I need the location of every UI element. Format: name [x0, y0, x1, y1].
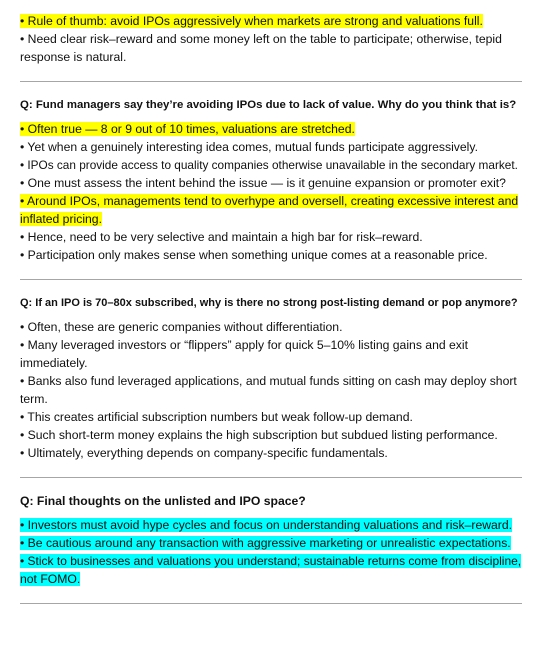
bullet-line: • Participation only makes sense when something unique comes at a reasonable price.: [20, 248, 488, 262]
bullet-line: • Such short-term money explains the high subscription but subdued listing performance.: [20, 428, 498, 442]
highlighted-text: • Often true — 8 or 9 out of 10 times, valuations are stretched.: [20, 122, 355, 136]
highlighted-text: • Stick to businesses and valuations you understand; sustainable returns come from discipline,: [20, 554, 522, 568]
highlighted-text: inflated pricing.: [20, 212, 102, 226]
bullet-line: • Often, these are generic companies without differentiation.: [20, 320, 343, 334]
bullet-line-continuation: [20, 570, 522, 588]
bullet-line: [20, 192, 522, 210]
document-body: [20, 12, 522, 604]
bullet-line: • Hence, need to be very selective and maintain a high bar for risk–reward.: [20, 230, 423, 244]
section-divider: [20, 603, 522, 604]
bullet-line: • Many leveraged investors or “flippers” apply for quick 5–10% listing gains and exit: [20, 338, 468, 352]
bullet-line-continuation: [20, 210, 522, 228]
bullet-line-continuation: response is natural.: [20, 50, 127, 64]
bullet-line: [20, 534, 522, 552]
bullet-line: • Need clear risk–reward and some money left on the table to participate; otherwise, tepid: [20, 32, 502, 46]
highlighted-text: • Investors must avoid hype cycles and focus on understanding valuations and risk–reward.: [20, 518, 513, 532]
bullet-line: • Banks also fund leveraged applications, and mutual funds sitting on cash may deploy short: [20, 374, 517, 388]
bullet-line: [20, 120, 522, 138]
bullet-line-continuation: immediately.: [20, 356, 88, 370]
question-heading: Q: If an IPO is 70–80x subscribed, why is there no strong post-listing demand or pop anymore?: [20, 297, 518, 309]
bullet-line: • This creates artificial subscription numbers but weak follow-up demand.: [20, 410, 413, 424]
bullet-line: [20, 516, 522, 534]
bullet-line: • Ultimately, everything depends on company-specific fundamentals.: [20, 446, 388, 460]
highlighted-text: not FOMO.: [20, 572, 81, 586]
highlighted-text: • Be cautious around any transaction with aggressive marketing or unrealistic expectations.: [20, 536, 511, 550]
highlighted-text: • Around IPOs, managements tend to overhype and oversell, creating excessive interest and: [20, 194, 519, 208]
bullet-line: [20, 12, 522, 30]
bullet-line: • IPOs can provide access to quality companies otherwise unavailable in the secondary market.: [20, 158, 518, 172]
question-heading: Q: Final thoughts on the unlisted and IPO space?: [20, 494, 306, 508]
bullet-line-continuation: term.: [20, 392, 48, 406]
highlighted-text: • Rule of thumb: avoid IPOs aggressively when markets are strong and valuations full.: [20, 14, 483, 28]
question-heading: Q: Fund managers say they’re avoiding IPOs due to lack of value. Why do you think that is?: [20, 99, 517, 111]
bullet-line: • One must assess the intent behind the issue — is it genuine expansion or promoter exit?: [20, 176, 506, 190]
bullet-line: • Yet when a genuinely interesting idea comes, mutual funds participate aggressively.: [20, 140, 478, 154]
bullet-line: [20, 552, 522, 570]
